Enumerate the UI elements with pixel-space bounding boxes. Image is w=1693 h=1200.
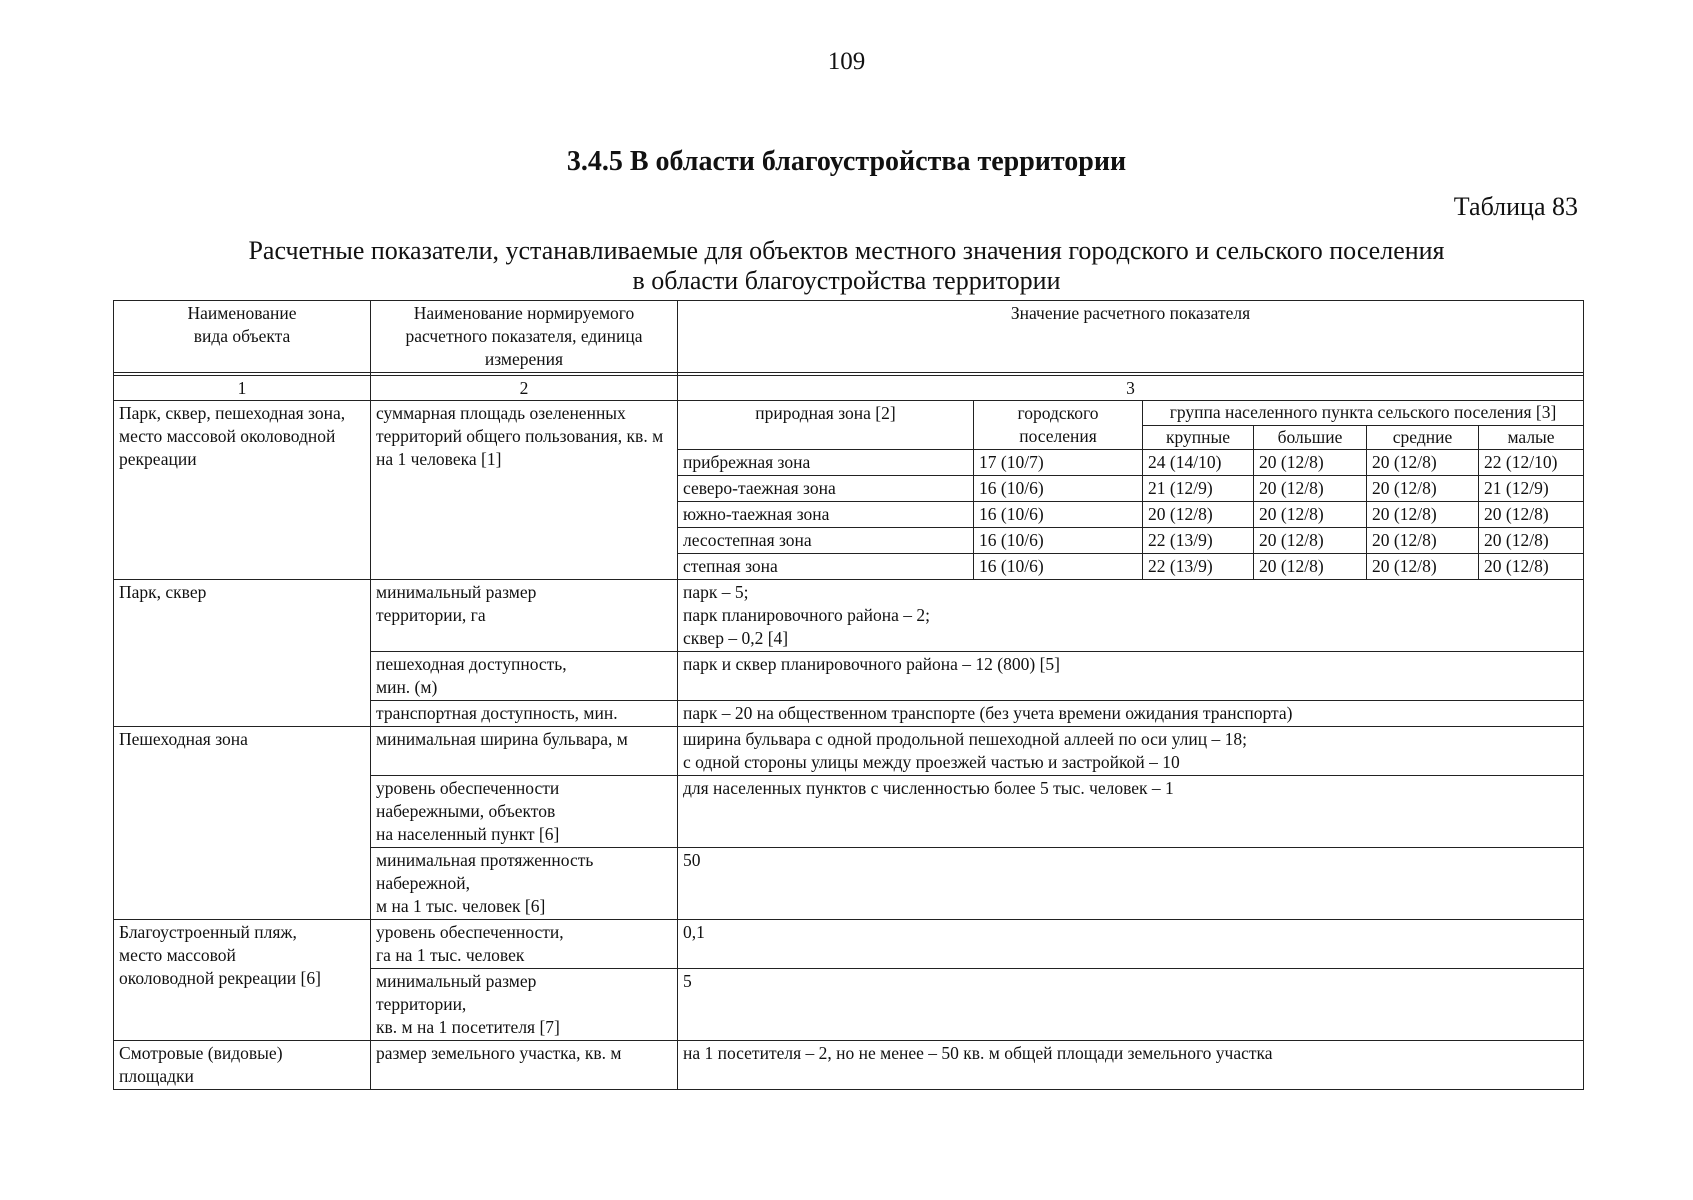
table-row xyxy=(114,401,1584,426)
object-type-cell: Смотровые (видовые) площадки xyxy=(114,1041,371,1090)
rural-large-value: 20 (12/8) xyxy=(1143,502,1254,528)
subheader-urban: городского поселения xyxy=(974,401,1143,450)
rural-medium-value: 20 (12/8) xyxy=(1367,554,1479,580)
indicator-cell: суммарная площадь озелененных территорий общего пользования, кв. м на 1 человека [1] xyxy=(371,401,678,580)
column-number: 1 xyxy=(114,376,371,401)
indicators-table xyxy=(113,300,1584,1090)
rural-medium-value: 20 (12/8) xyxy=(1367,476,1479,502)
indicator-cell: пешеходная доступность, мин. (м) xyxy=(371,652,678,701)
subheader-size: малые xyxy=(1479,425,1584,450)
subheader-rural-group: группа населенного пункта сельского поселения [3] xyxy=(1143,401,1584,426)
value-cell: 50 xyxy=(678,848,1584,920)
table-caption xyxy=(60,236,1633,296)
urban-value: 16 (10/6) xyxy=(974,528,1143,554)
rural-medium-value: 20 (12/8) xyxy=(1367,502,1479,528)
indicator-cell: уровень обеспеченности набережными, объектов на населенный пункт [6] xyxy=(371,776,678,848)
caption-line-2: в области благоустройства территории xyxy=(632,266,1061,295)
table-row xyxy=(114,920,1584,969)
rural-small-value: 20 (12/8) xyxy=(1479,554,1584,580)
rural-small-value: 22 (12/10) xyxy=(1479,450,1584,476)
value-cell: 5 xyxy=(678,969,1584,1041)
column-number-row xyxy=(114,376,1584,401)
subheader-size: крупные xyxy=(1143,425,1254,450)
rural-medium-value: 20 (12/8) xyxy=(1367,450,1479,476)
rural-big-value: 20 (12/8) xyxy=(1254,502,1367,528)
column-number: 2 xyxy=(371,376,678,401)
indicator-cell: минимальный размер территории, га xyxy=(371,580,678,652)
zone-name: прибрежная зона xyxy=(678,450,974,476)
rural-large-value: 22 (13/9) xyxy=(1143,554,1254,580)
urban-value: 16 (10/6) xyxy=(974,502,1143,528)
header-indicator-name: Наименование нормируемого расчетного показателя, единица измерения xyxy=(371,301,678,373)
rural-big-value: 20 (12/8) xyxy=(1254,450,1367,476)
section-title: 3.4.5 В области благоустройства территории xyxy=(566,146,1127,177)
indicator-cell: минимальная ширина бульвара, м xyxy=(371,727,678,776)
urban-value: 17 (10/7) xyxy=(974,450,1143,476)
value-cell: для населенных пунктов с численностью более 5 тыс. человек – 1 xyxy=(678,776,1584,848)
rural-big-value: 20 (12/8) xyxy=(1254,476,1367,502)
object-type-cell: Пешеходная зона xyxy=(114,727,371,920)
rural-small-value: 21 (12/9) xyxy=(1479,476,1584,502)
table-row xyxy=(114,580,1584,652)
value-cell: парк – 20 на общественном транспорте (без учета времени ожидания транспорта) xyxy=(678,701,1584,727)
rural-big-value: 20 (12/8) xyxy=(1254,528,1367,554)
header-object-type: Наименование вида объекта xyxy=(114,301,371,373)
rural-big-value: 20 (12/8) xyxy=(1254,554,1367,580)
value-cell: парк и сквер планировочного района – 12 (800) [5] xyxy=(678,652,1584,701)
object-type-cell: Парк, сквер, пешеходная зона, место массовой околоводной рекреации xyxy=(114,401,371,580)
value-cell: ширина бульвара с одной продольной пешеходной аллеей по оси улиц – 18; с одной стороны улицы между проезжей частью и застройкой – 10 xyxy=(678,727,1584,776)
table-header-row xyxy=(114,301,1584,373)
subheader-size: большие xyxy=(1254,425,1367,450)
urban-value: 16 (10/6) xyxy=(974,554,1143,580)
value-cell: на 1 посетителя – 2, но не менее – 50 кв. м общей площади земельного участка xyxy=(678,1041,1584,1090)
value-cell: парк – 5; парк планировочного района – 2; сквер – 0,2 [4] xyxy=(678,580,1584,652)
zone-name: степная зона xyxy=(678,554,974,580)
zone-name: лесостепная зона xyxy=(678,528,974,554)
table-row xyxy=(114,727,1584,776)
indicator-cell: размер земельного участка, кв. м xyxy=(371,1041,678,1090)
object-type-cell: Благоустроенный пляж, место массовой околоводной рекреации [6] xyxy=(114,920,371,1041)
indicator-cell: уровень обеспеченности, га на 1 тыс. человек xyxy=(371,920,678,969)
zone-name: южно-таежная зона xyxy=(678,502,974,528)
rural-large-value: 24 (14/10) xyxy=(1143,450,1254,476)
zone-name: северо-таежная зона xyxy=(678,476,974,502)
header-indicator-value: Значение расчетного показателя xyxy=(678,301,1584,373)
value-cell: 0,1 xyxy=(678,920,1584,969)
subheader-zone: природная зона [2] xyxy=(678,401,974,450)
subheader-size: средние xyxy=(1367,425,1479,450)
caption-line-1: Расчетные показатели, устанавливаемые для объектов местного значения городского и сельского поселения xyxy=(248,236,1445,265)
rural-large-value: 22 (13/9) xyxy=(1143,528,1254,554)
urban-value: 16 (10/6) xyxy=(974,476,1143,502)
table-row xyxy=(114,1041,1584,1090)
rural-small-value: 20 (12/8) xyxy=(1479,528,1584,554)
table-label: Таблица 83 xyxy=(1453,192,1578,221)
page-number: 109 xyxy=(827,48,866,75)
object-type-cell: Парк, сквер xyxy=(114,580,371,727)
indicator-cell: минимальная протяженность набережной, м на 1 тыс. человек [6] xyxy=(371,848,678,920)
indicator-cell: транспортная доступность, мин. xyxy=(371,701,678,727)
indicator-cell: минимальный размер территории, кв. м на 1 посетителя [7] xyxy=(371,969,678,1041)
rural-large-value: 21 (12/9) xyxy=(1143,476,1254,502)
column-number: 3 xyxy=(678,376,1584,401)
rural-medium-value: 20 (12/8) xyxy=(1367,528,1479,554)
rural-small-value: 20 (12/8) xyxy=(1479,502,1584,528)
